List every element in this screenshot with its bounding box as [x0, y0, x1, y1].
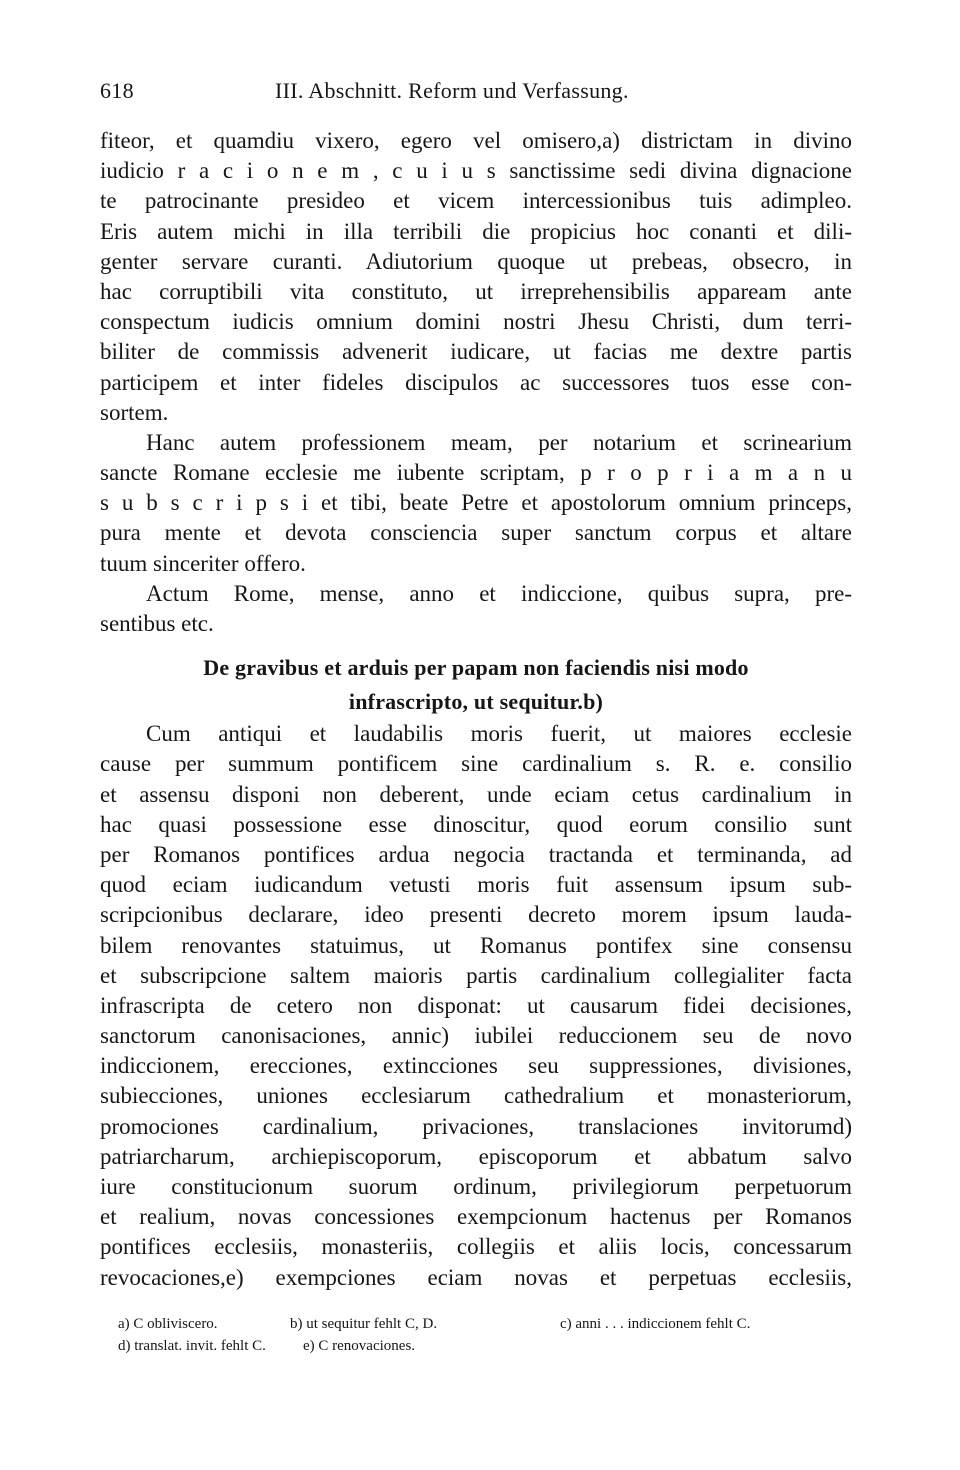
- text-line: patriarcharum, archiepiscoporum, episcoporum et abbatum salvo: [100, 1143, 852, 1169]
- page-header: [100, 78, 629, 104]
- section-heading-line-2: infrascripto, ut sequitur.b): [348, 689, 604, 715]
- text-line: pontifices ecclesiis, monasteriis, collegiis et aliis locis, concessarum: [100, 1234, 852, 1260]
- text-line: genter servare curanti. Adiutorium quoque ut prebeas, obsecro, in: [100, 248, 852, 274]
- text-line: Hanc autem professionem meam, per notarium et scrinearium: [146, 429, 852, 455]
- footnote-row-2: [118, 1335, 838, 1357]
- text-line: conspectum iudicis omnium domini nostri Jhesu Christi, dum terri-: [100, 309, 852, 335]
- footnote-d: d) translat. invit. fehlt C.: [118, 1338, 266, 1354]
- running-title: III. Abschnitt. Reform und Verfassung.: [275, 78, 629, 103]
- text-line: iudicio r a c i o n e m , c u i u s sanctissime sedi divina dignacione: [100, 158, 852, 184]
- text-line: subiecciones, uniones ecclesiarum cathedralium et monasteriorum,: [100, 1083, 852, 1109]
- text-line: iure constitucionum suorum ordinum, privilegiorum perpetuorum: [100, 1174, 852, 1199]
- footnote-a: a) C obliviscero.: [118, 1316, 218, 1332]
- text-line: pura mente et devota consciencia super sanctum corpus et altare: [100, 520, 852, 546]
- footnote-e: e) C renovaciones.: [303, 1338, 416, 1354]
- text-line: hac corruptibili vita constituto, ut irreprehensibilis appaream ante: [100, 278, 852, 304]
- text-line: et assensu disponi non deberent, unde eciam cetus cardinalium in: [100, 781, 852, 807]
- text-line: indiccionem, erecciones, extincciones seu suppressiones, divisiones,: [100, 1053, 852, 1079]
- text-line: scripcionibus declarare, ideo presenti decreto morem ipsum lauda-: [100, 902, 852, 928]
- footnote-b: b) ut sequitur fehlt C, D.: [290, 1316, 438, 1332]
- section-heading-line-1: De gravibus et arduis per papam non faciendis nisi modo: [203, 655, 749, 681]
- text-line: biliter de commissis advenerit iudicare, ut facias me dextre partis: [100, 339, 852, 365]
- body-text: [100, 126, 852, 1293]
- text-line: fiteor, et quamdiu vixero, egero vel omisero,a) districtam in divino: [100, 128, 852, 153]
- footnote-row-1: [118, 1313, 838, 1335]
- text-line: tuum sinceriter offero.: [100, 550, 306, 576]
- footnotes: [118, 1313, 838, 1357]
- text-line: hac quasi possessione esse dinoscitur, quod eorum consilio sunt: [100, 811, 852, 837]
- text-line: per Romanos pontifices ardua negocia tractanda et terminanda, ad: [100, 841, 852, 867]
- text-line: sancte Romane ecclesie me iubente scriptam, p r o p r i a m a n u: [100, 460, 852, 486]
- text-line: Eris autem michi in illa terribili die propicius hoc conanti et dili-: [100, 218, 852, 244]
- footnote-c: c) anni . . . indiccionem fehlt C.: [560, 1316, 751, 1332]
- text-line: sanctorum canonisaciones, annic) iubilei reduccionem seu de novo: [100, 1023, 852, 1049]
- paragraph-block-2: [100, 719, 852, 1293]
- page-number: 618: [100, 78, 134, 103]
- text-line: infrascripta de cetero non disponat: ut causarum fidei decisiones,: [100, 992, 852, 1018]
- text-line: te patrocinante presideo et vicem intercessionibus tuis adimpleo.: [100, 188, 852, 214]
- text-line: bilem renovantes statuimus, ut Romanus pontifex sine consensu: [100, 932, 852, 958]
- text-line: cause per summum pontificem sine cardinalium s. R. e. consilio: [100, 751, 852, 777]
- text-line: quod eciam iudicandum vetusti moris fuit assensum ipsum sub-: [100, 872, 852, 898]
- text-line: Actum Rome, mense, anno et indiccione, quibus supra, pre-: [146, 580, 852, 606]
- text-line: participem et inter fideles discipulos ac successores tuos esse con-: [100, 369, 852, 395]
- text-line: Cum antiqui et laudabilis moris fuerit, ut maiores ecclesie: [146, 721, 852, 747]
- text-line: et realium, novas concessiones exempcionum hactenus per Romanos: [100, 1204, 852, 1230]
- text-line: sortem.: [100, 399, 169, 425]
- text-line: s u b s c r i p s i et tibi, beate Petre et apostolorum omnium princeps,: [100, 490, 852, 516]
- text-line: sentibus etc.: [100, 611, 214, 636]
- text-line: promociones cardinalium, privaciones, translaciones invitorumd): [100, 1113, 852, 1139]
- text-line: et subscripcione saltem maioris partis cardinalium collegialiter facta: [100, 962, 852, 988]
- paragraph-block-1: [100, 126, 852, 639]
- text-line: revocaciones,e) exempciones eciam novas et perpetuas ecclesiis,: [100, 1264, 852, 1290]
